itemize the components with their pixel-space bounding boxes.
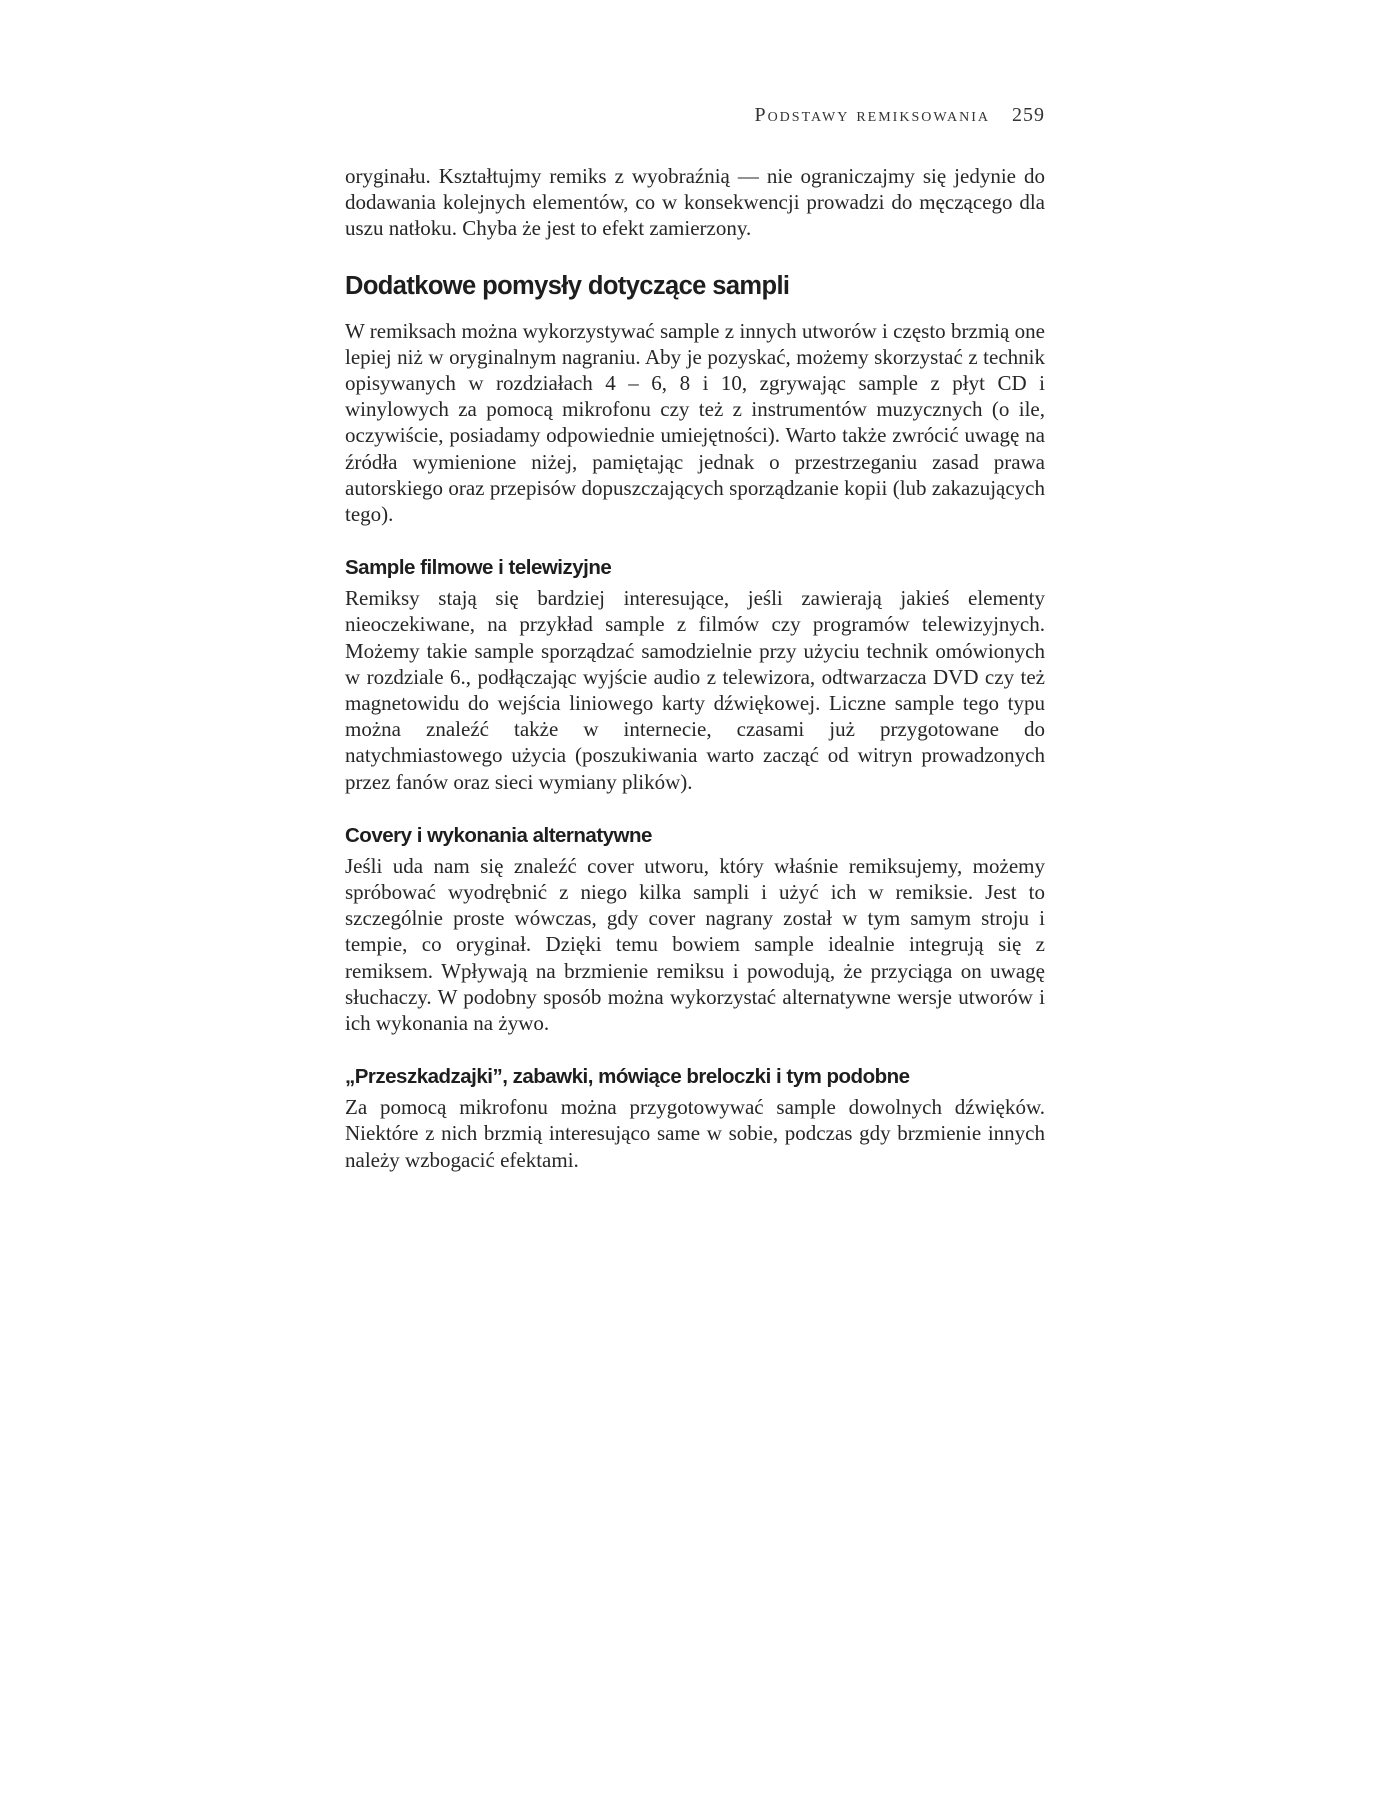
subsection-heading-covers: Covery i wykonania alternatywne <box>345 823 652 847</box>
section-heading: Dodatkowe pomysły dotyczące sampli <box>345 271 790 300</box>
subsection-paragraph-covers: Jeśli uda nam się znaleźć cover utworu, który właśnie remiksujemy, możemy spróbować wyodrębnić z niego kilka sampli i użyć ich w remiksie. Jest to szczególnie proste wówczas, gdy cover nagrany został w tym samym stroju i tempie, co oryginał. Dzięki temu bowiem sample idealnie integrują się z remiksem. Wpływają na brzmienie remiksu i powodują, że przyciąga on uwagę słuchaczy. W podobny sposób można wykorzystać alternatywne wersje utworów i ich wykonania na żywo. <box>345 853 1045 1036</box>
subsection-heading-film-tv: Sample filmowe i telewizyjne <box>345 556 612 580</box>
intro-paragraph: oryginału. Kształtujmy remiks z wyobraźnią — nie ograniczajmy się jedynie do dodawania kolejnych elementów, co w konsekwencji prowadzi do męczącego dla uszu natłoku. Chyba że jest to efekt zamierzony. <box>345 164 1045 241</box>
subsection-paragraph-film-tv: Remiksy stają się bardziej interesujące, jeśli zawierają jakieś elementy nieoczekiwane, na przykład sample z filmów czy programów telewizyjnych. Możemy takie sample sporządzać samodzielnie przy użyciu technik omówionych w rozdziale 6., podłączając wyjście audio z telewizora, odtwarzacza DVD czy też magnetowidu do wejścia liniowego karty dźwiękowej. Liczne sample tego typu można znaleźć także w internecie, czasami już przygotowane do natychmiastowego użycia (poszukiwania warto zacząć od witryn prowadzonych przez fanów oraz sieci wymiany plików). <box>345 586 1045 794</box>
section-paragraph: W remiksach można wykorzystywać sample z innych utworów i często brzmią one lepiej niż w oryginalnym nagraniu. Aby je pozyskać, możemy skorzystać z technik opisywanych w rozdziałach 4 – 6, 8 i 10, zgrywając sample z płyt CD i winylowych za pomocą mikrofonu czy też z instrumentów muzycznych (o ile, oczywiście, posiadamy odpowiednie umiejętności). Warto także zwrócić uwagę na źródła wymienione niżej, pamiętając jednak o przestrzeganiu zasad prawa autorskiego oraz przepisów dopuszczających sporządzanie kopii (lub zakazujących tego). <box>345 318 1045 527</box>
running-head <box>754 104 1045 127</box>
running-title: Podstawy remiksowania <box>754 104 990 126</box>
subsection-paragraph-toys: Za pomocą mikrofonu można przygotowywać sample dowolnych dźwięków. Niektóre z nich brzmią interesująco same w sobie, podczas gdy brzmienie innych należy wzbogacić efektami. <box>345 1095 1045 1172</box>
page-number: 259 <box>1012 104 1045 126</box>
subsection-heading-toys: „Przeszkadzajki”, zabawki, mówiące breloczki i tym podobne <box>345 1065 910 1089</box>
page-content <box>345 163 1045 1173</box>
